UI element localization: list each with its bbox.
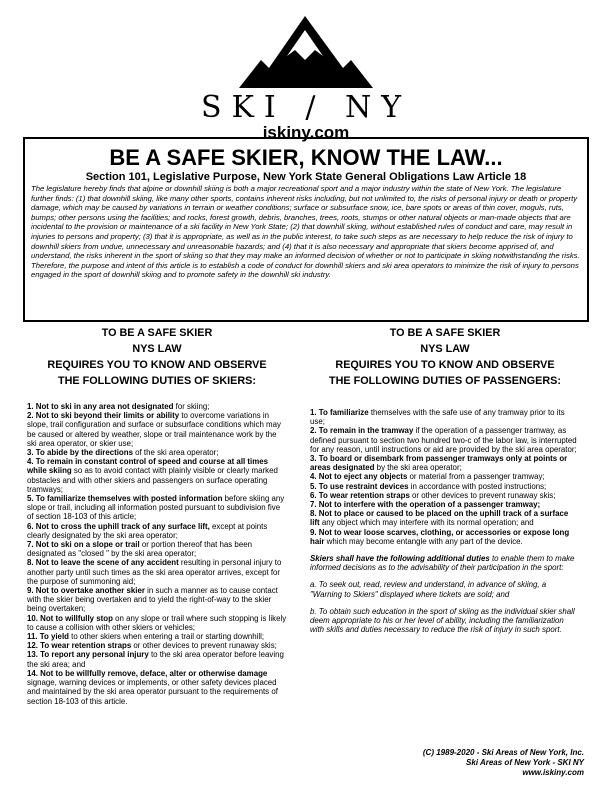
skier-duties-heading: TO BE A SAFE SKIER NYS LAW REQUIRES YOU TO KNOW AND OBSERVE THE FOLLOWING DUTIES OF SKIERS: [47, 327, 267, 387]
list-item: 10. Not to willfully stop on any slope or trail where such stopping is likely to cause a collision with other skiers or vehicles; [27, 613, 287, 632]
mountain-logo-icon [239, 16, 373, 88]
additional-duty-b: b. To obtain such education in the sport of skiing as the individual skier shall deem appropriate to his or her level of ability, including the familiarization with skills and duties necessary to reduce the risk of injury in such sport. [310, 606, 575, 635]
website-link[interactable]: www.iskiny.com [522, 768, 584, 777]
copyright-footer [340, 748, 584, 778]
list-item: 6. To wear retention straps or other devices to prevent runaway skis; [310, 490, 556, 500]
list-item: 12. To wear retention straps or other devices to prevent runaway skis; [27, 641, 277, 651]
list-item: 8. Not to place or caused to be placed on the uphill track of a surface lift any object which may interfere with its normal operation; and [310, 509, 569, 528]
list-item: 2. To remain in the tramway if the operation of a passenger tramway, as defined pursuant to section two hundred two-c of the labor law, is interrupted for any reason, until instructions or aid are provided by the ski area operator; [310, 426, 577, 454]
list-item: 4. Not to eject any objects or material from a passenger tramway; [310, 472, 545, 482]
passenger-duties-heading: TO BE A SAFE SKIER NYS LAW REQUIRES YOU TO KNOW AND OBSERVE THE FOLLOWING DUTIES OF PASSENGERS: [329, 327, 561, 387]
logo-wordmark: SKI / NY [200, 90, 412, 125]
section-title: Section 101, Legislative Purpose, New York State General Obligations Law Article 18 [85, 171, 527, 183]
list-item: 3. To abide by the directions of the ski area operator; [27, 448, 219, 458]
list-item: 3. To board or disembark from passenger tramways only at points or areas designated by the ski area operator; [310, 454, 568, 473]
list-item: 2. Not to ski beyond their limits or ability to overcome variations in slope, trail configuration and surface or subsurface conditions which may be caused or altered by weather, slope or trail maintenance work by the ski area operator, or skier use; [27, 411, 281, 448]
list-item: 6. Not to cross the uphill track of any surface lift, except at points clearly designated by the ski area operator; [27, 521, 268, 540]
list-item: 5. To familiarize themselves with posted information before skiing any slope or trail, including all information posted pursuant to subdivision five of section 18-103 of this article; [27, 494, 285, 522]
passenger-duties-list [310, 408, 580, 546]
copyright-line: (C) 1989-2020 - Ski Areas of New York, Inc. [422, 748, 584, 757]
list-item: 7. Not to interfere with the operation of a passenger tramway; [310, 500, 541, 510]
list-item: 11. To yield to other skiers when entering a trail or starting downhill; [27, 632, 265, 642]
list-item: 14. Not to be willfully remove, deface, alter or otherwise damage signage, warning devices or implements, or other safety devices placed and maintained by the ski area operator pursuant to the requirements of section 18-103 of this article. [27, 668, 278, 706]
organization-line: Ski Areas of New York - SKI NY [466, 758, 584, 767]
list-item: 1. To familiarize themselves with the safe use of any tramway prior to its use; [310, 408, 565, 427]
ski-ny-logo [0, 16, 612, 143]
list-item: 9. Not to wear loose scarves, clothing, or accessories or expose long hair which may become entangle with any part of the device. [310, 527, 570, 546]
list-item: 4. To remain in constant control of speed and course at all times while skiing so as to avoid contact with plainly visible or clearly marked obstacles and with other skiers and passengers on surface operating tramways; [27, 457, 278, 494]
list-item: 8. Not to leave the scene of any accident resulting in personal injury to another party until such times as the ski area operator arrives, except for the purpose of summoning aid; [27, 558, 282, 586]
passenger-duties-column [310, 325, 580, 634]
list-item: 7. Not to ski on a slope or trail or portion thereof that has been designated as "closed " by the ski area operator; [27, 540, 252, 559]
additional-duties-intro: Skiers shall have the following additional duties to enable them to make informed decisions as to the advisability of their participation in the sport: [310, 554, 575, 573]
skier-duties-list [27, 402, 287, 706]
logo-url: iskiny.com [262, 123, 350, 142]
additional-duty-a: a. To seek out, read, review and understand, in advance of skiing, a "Warning to Skiers" displayed where tickets are sold; and [310, 580, 547, 599]
legislative-purpose-box [23, 137, 589, 322]
list-item: 5. To use restraint devices in accordance with posted instructions; [310, 481, 547, 491]
list-item: 9. Not to overtake another skier in such a manner as to cause contact with the skier being overtaken and to yield the right-of-way to the skier being overtaken; [27, 586, 278, 614]
page-headline: BE A SAFE SKIER, KNOW THE LAW... [109, 145, 503, 170]
list-item: 1. Not to ski in any area not designated for skiing; [27, 402, 210, 411]
list-item: 13. To report any personal injury to the ski area operator before leaving the ski area; and [27, 650, 284, 669]
legislative-text: The legislature hereby finds that alpine or downhill skiing is both a major recreational sport and a major industry within the state of New York. The legislature further finds: (1) that downhill skiing, like many other sports, contains inherent risks including, but not unlimited to, the risks of personal injury or death or property damage, which may be caused by variations in terrain or weather conditions; surface or subsurface snow, ice, bare spots or areas of thin cover, moguls, ruts, bumps; other persons using the facilities; and rocks, forest growth, debris, branches, trees, roots, stumps or other natural objects or man-made objects that are incidental to the provision or maintenance of a ski facility in New York State; (2) that downhill skiing, without established rules of conduct and care, may result in injuries to persons and property; (3) that it is appropriate, as well as in the public interest, to take such steps as are necessary to help reduce the risk of injury to downhill skiers from undue, unnecessary and unreasonable hazards; and (4) that it is also necessary and appropriate that skiers become apprised of, and understand, the risks inherent in the sport of skiing so that they may make an informed decision of whether or not to participate in skiing notwithstanding the risks. Therefore, the purpose and intent of this article is to establish a code of conduct for downhill skiers and ski area operators to minimize the risk of injury to persons engaged in the sport of downhill skiing and to promote safety in the downhill ski industry. [31, 184, 580, 280]
skier-duties-column [27, 325, 287, 706]
